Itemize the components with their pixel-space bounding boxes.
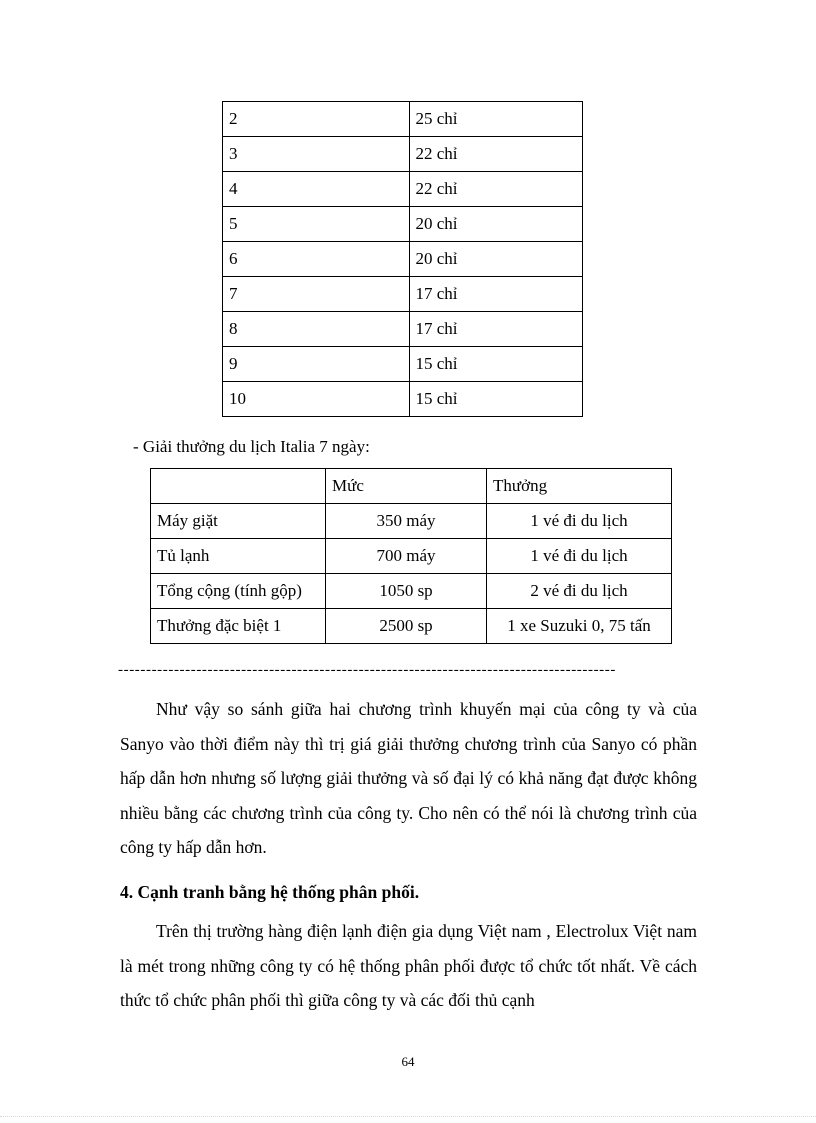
reward-cell: 1 vé đi du lịch [487, 539, 672, 574]
table-row [151, 609, 672, 644]
comparison-paragraph [120, 692, 697, 865]
rank-cell: 10 [223, 382, 410, 417]
prize-cell: 15 chỉ [409, 382, 582, 417]
table-row [223, 172, 583, 207]
table-row [223, 242, 583, 277]
header-cell-level: Mức [326, 469, 487, 504]
prize-cell: 20 chỉ [409, 207, 582, 242]
paragraph-text: Trên thị trường hàng điện lạnh điện gia dụng Việt nam , Electrolux Việt nam là mét trong những công ty có hệ thống phân phối được tổ chức tốt nhất. Về cách thức tổ chức phân phối thì giữa công ty và các đối thủ cạnh [120, 921, 697, 1010]
page-number: 64 [401, 1054, 415, 1069]
item-cell: Tổng cộng (tính gộp) [151, 574, 326, 609]
level-cell: 1050 sp [326, 574, 487, 609]
prize-cell: 17 chỉ [409, 277, 582, 312]
prize-cell: 20 chỉ [409, 242, 582, 277]
rank-cell: 4 [223, 172, 410, 207]
rank-cell: 6 [223, 242, 410, 277]
header-cell-reward: Thưởng [487, 469, 672, 504]
travel-prize-table [150, 468, 672, 644]
level-cell: 350 máy [326, 504, 487, 539]
table-row [223, 137, 583, 172]
table-row [223, 312, 583, 347]
travel-prize-caption: - Giải thưởng du lịch Italia 7 ngày: [133, 437, 370, 456]
rank-cell: 2 [223, 102, 410, 137]
item-cell: Thưởng đặc biệt 1 [151, 609, 326, 644]
prize-cell: 22 chỉ [409, 172, 582, 207]
prize-cell: 25 chỉ [409, 102, 582, 137]
table-row [223, 102, 583, 137]
rank-cell: 9 [223, 347, 410, 382]
rank-prize-table [222, 101, 583, 417]
level-cell: 2500 sp [326, 609, 487, 644]
prize-cell: 22 chỉ [409, 137, 582, 172]
table-row [151, 574, 672, 609]
page-edge-divider [0, 1116, 816, 1117]
dashed-divider: ----------------------------------------------------------------------------------------- [118, 662, 616, 678]
reward-cell: 1 vé đi du lịch [487, 504, 672, 539]
table-row [223, 347, 583, 382]
rank-cell: 8 [223, 312, 410, 347]
reward-cell: 1 xe Suzuki 0, 75 tấn [487, 609, 672, 644]
prize-cell: 17 chỉ [409, 312, 582, 347]
level-cell: 700 máy [326, 539, 487, 574]
table-row [223, 207, 583, 242]
item-cell: Tủ lạnh [151, 539, 326, 574]
section-heading: 4. Cạnh tranh bằng hệ thống phân phối. [120, 882, 420, 902]
item-cell: Máy giặt [151, 504, 326, 539]
table-row [151, 504, 672, 539]
rank-cell: 3 [223, 137, 410, 172]
paragraph-text: Như vậy so sánh giữa hai chương trình khuyến mại của công ty và của Sanyo vào thời điểm này thì trị giá giải thưởng chương trình của Sanyo có phần hấp dẫn hơn nhưng số lượng giải thưởng và số đại lý có khả năng đạt được không nhiều bằng các chương trình của công ty. Cho nên có thể nói là chương trình của công ty hấp dẫn hơn. [120, 699, 697, 857]
prize-cell: 15 chỉ [409, 347, 582, 382]
distribution-paragraph [120, 914, 697, 1018]
rank-cell: 7 [223, 277, 410, 312]
table-row [223, 382, 583, 417]
header-cell-item [151, 469, 326, 504]
table-row [151, 539, 672, 574]
table-header-row [151, 469, 672, 504]
reward-cell: 2 vé đi du lịch [487, 574, 672, 609]
rank-cell: 5 [223, 207, 410, 242]
table-row [223, 277, 583, 312]
